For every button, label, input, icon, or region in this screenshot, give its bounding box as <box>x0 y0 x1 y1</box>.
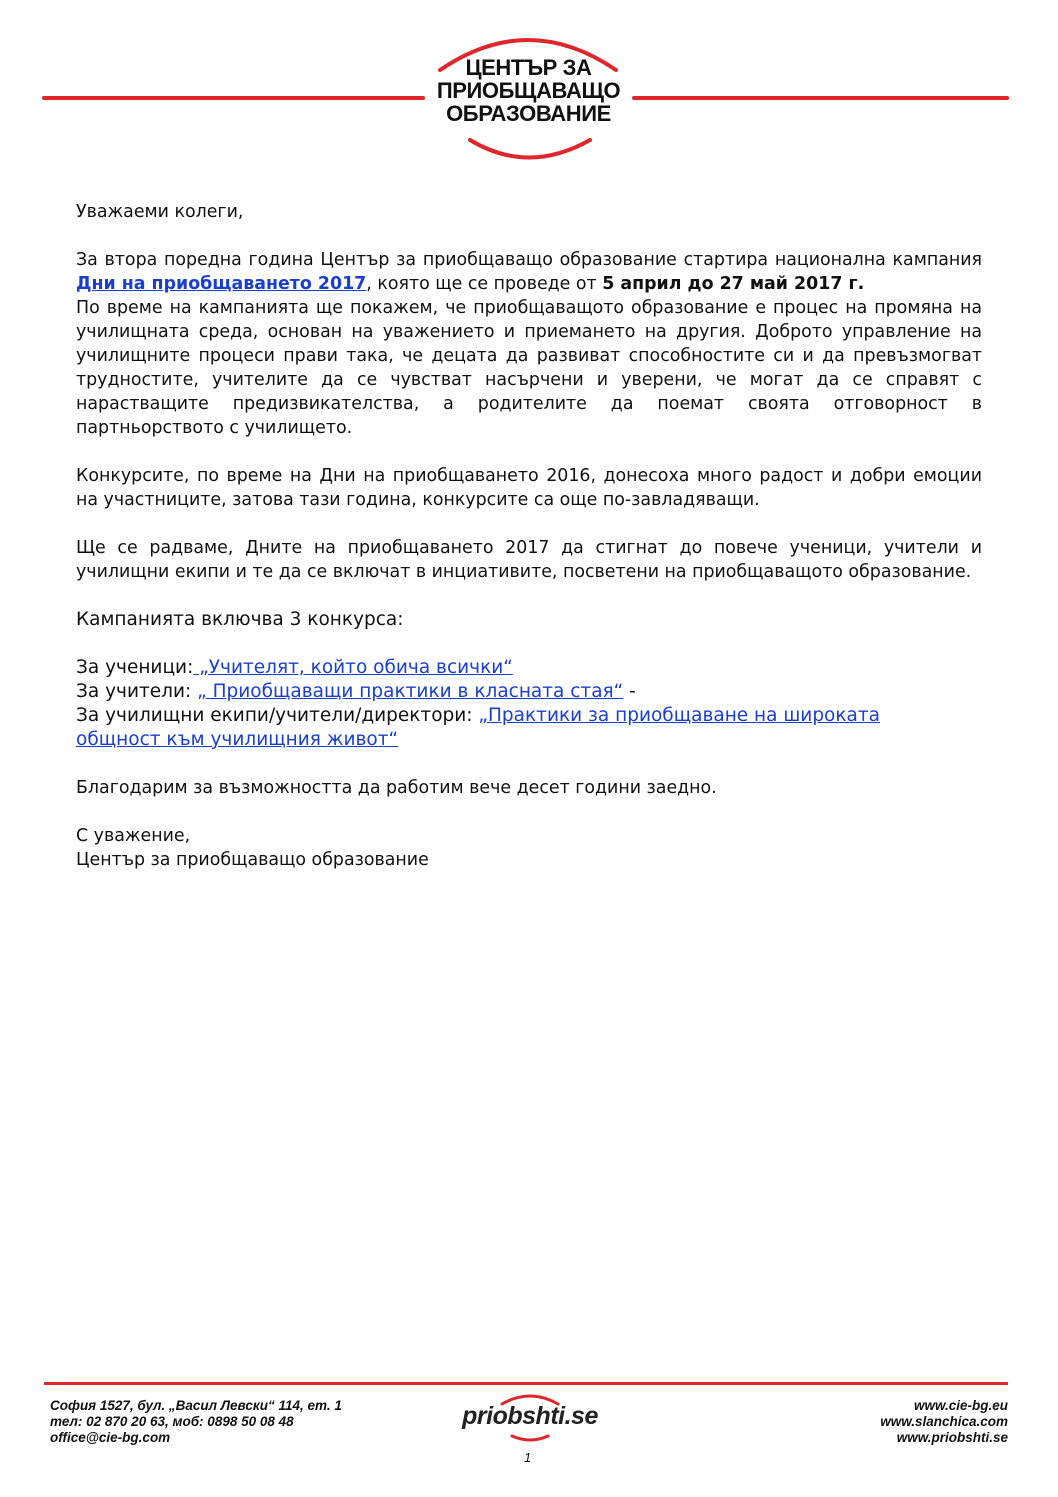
paragraph-campaign-goals: По време на кампанията ще покажем, че приобщаващото образование е процес на промяна на училищната среда, основан на уважението и приемането на другия. Доброто управление на училищните процеси прави така, че децата да развиват способностите си и да превъзмогват трудностите, учителите да се чувстват насърчени и уверени, че могат да се справят с нарастващите предизвикателства, а родителите да поемат своята отговорност в партньорството с училището. <box>76 298 982 438</box>
paragraph-previous-contests: Конкурсите, по време на Дни на приобщаването 2016, донесоха много радост и добри емоции на участниците, затова тази година, конкурсите са още по-завладяващи. <box>76 466 982 510</box>
intro-text-b: , която ще се проведе от <box>366 274 603 294</box>
header-rule-left <box>42 96 425 100</box>
thanks-line: Благодарим за възможността да работим вече десет години заедно. <box>76 778 717 798</box>
footer-logo <box>440 1392 620 1442</box>
logo-line-2: ПРИОБЩАВАЩО <box>436 78 621 103</box>
paragraph-invitation: Ще се радваме, Дните на приобщаването 2017 да стигнат до повече ученици, учители и училищни екипи и те да се включат в инциативите, посветени на приобщаващото образование. <box>76 538 982 582</box>
footer-web-cie[interactable]: www.cie-bg.eu <box>913 1398 1008 1413</box>
contest-label: За ученици: <box>76 657 194 678</box>
page-number: 1 <box>524 1450 532 1465</box>
campaign-link[interactable]: Дни на приобщаването 2017 <box>76 274 367 294</box>
footer-web-priobshti[interactable]: www.priobshti.se <box>896 1430 1008 1445</box>
footer-web-slanchica[interactable]: www.slanchica.com <box>880 1414 1008 1429</box>
footer-websites <box>880 1398 1008 1446</box>
footer-logo-text: priobshti.se <box>462 1402 598 1430</box>
header-rule-right <box>632 96 1009 100</box>
closing: С уважение, <box>76 826 191 846</box>
letterhead <box>0 0 1058 175</box>
signature: Център за приобщаващо образование <box>76 850 429 870</box>
contests-list <box>76 656 982 752</box>
paragraph-intro <box>76 248 982 296</box>
footer-rule <box>44 1382 1008 1385</box>
organization-logo <box>425 56 632 125</box>
contest-link-students[interactable]: „Учителят, който обича всички“ <box>193 657 513 678</box>
contest-label: За училищни екипи/учители/директори: <box>76 705 479 726</box>
contest-item-school-teams <box>76 704 896 752</box>
logo-line-1: ЦЕНТЪР ЗА <box>465 55 592 80</box>
footer-phones: тел: 02 870 20 63, моб: 0898 50 08 48 <box>50 1414 294 1429</box>
contest-item-students <box>76 656 982 680</box>
letter-body <box>76 200 982 872</box>
contest-item-teachers <box>76 680 982 704</box>
contest-link-teachers[interactable]: „ Приобщаващи практики в класната стая“ <box>197 681 624 702</box>
contest-link-school-teams[interactable]: „Практики за приобщаване на широката общност към училищния живот“ <box>76 705 881 750</box>
campaign-dates: 5 април до 27 май 2017 г. <box>602 274 865 294</box>
greeting: Уважаеми колеги, <box>76 202 244 222</box>
contests-intro: Кампанията включва 3 конкурса: <box>76 609 404 630</box>
logo-line-3: ОБРАЗОВАНИЕ <box>446 101 611 126</box>
intro-text-a: За втора поредна година Център за приобщаващо образование стартира национална кампания <box>76 250 982 270</box>
footer-address: София 1527, бул. „Васил Левски“ 114, ет. 1 <box>50 1398 342 1413</box>
contest-suffix: - <box>623 681 636 702</box>
footer-contacts <box>50 1398 342 1446</box>
footer-email[interactable]: office@cie-bg.com <box>50 1430 171 1445</box>
contest-label: За учители: <box>76 681 198 702</box>
